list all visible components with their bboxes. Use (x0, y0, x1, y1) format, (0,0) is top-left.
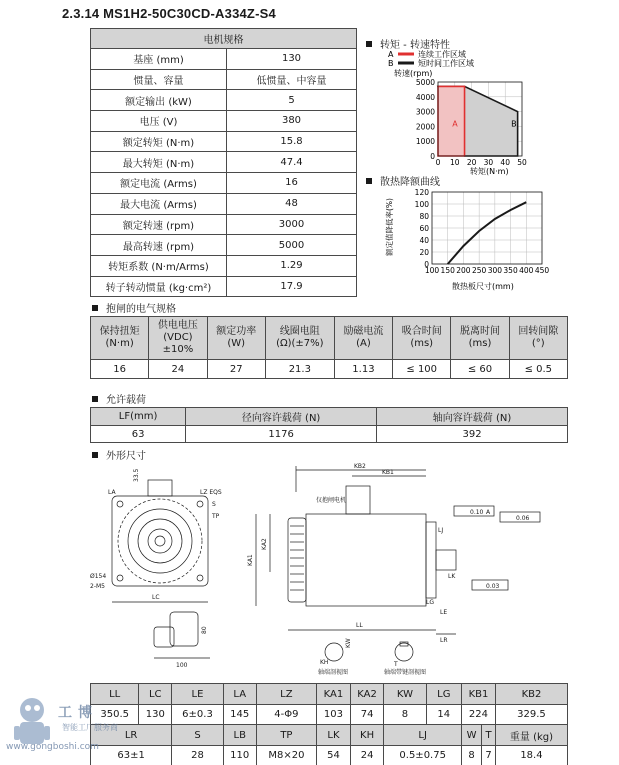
dims-value-lj: 0.5±0.75 (384, 746, 462, 765)
derating-ylabel: 额定值降低率(%) (385, 198, 394, 256)
torque-speed-chart (380, 48, 580, 178)
label-le: LE (440, 609, 448, 616)
spec-value: 16 (227, 173, 357, 194)
watermark-brand: 工博 (58, 705, 98, 721)
flange-side (426, 522, 436, 598)
connector-plug (154, 627, 174, 647)
dims-header-kb1: KB1 (462, 684, 496, 705)
motor-body (306, 514, 426, 606)
spec-label: 惯量、容量 (91, 69, 227, 90)
brake-header-cell: 脱离时间 (ms) (451, 317, 509, 360)
bullet-square-icon (92, 305, 98, 311)
torque-x-tick: 50 (517, 158, 527, 167)
derating-x-tick: 300 (487, 266, 503, 275)
spec-label: 电压 (V) (91, 111, 227, 132)
brake-header-cell: 供电电压 (VDC) ±10% (149, 317, 207, 360)
watermark-subtitle: 智能工厂服务商 (62, 723, 118, 732)
dims-value-ka1: 103 (317, 705, 351, 725)
label-shaft-key-view: 轴端带键剖视图 (384, 669, 427, 676)
derating-y-tick: 60 (419, 224, 429, 233)
label-kh: KH (320, 659, 329, 666)
dims-value-w: 8 (462, 746, 482, 765)
label-tp: TP (212, 513, 220, 520)
dims-header-lz: LZ (256, 684, 317, 705)
keyway (400, 642, 408, 646)
dims-header-kb2: KB2 (495, 684, 567, 705)
spec-label: 最高转速 (rpm) (91, 235, 227, 256)
housing-circle (128, 509, 192, 573)
label-ka1: KA1 (247, 554, 254, 566)
flange-outline (112, 496, 208, 586)
legend-label-a: 连续工作区域 (418, 50, 466, 59)
spec-value: 5000 (227, 235, 357, 256)
torque-y-tick: 3000 (415, 107, 435, 117)
region-b-label: B (511, 119, 517, 129)
label-80: 80 (201, 626, 208, 634)
motor-spec-table (90, 28, 357, 297)
torque-y-tick: 1000 (415, 137, 435, 147)
dims-header-lj: LJ (384, 725, 462, 746)
rear-cover (288, 518, 306, 602)
spec-row (91, 69, 357, 90)
spec-value: 1.29 (227, 255, 357, 276)
brake-value-cell: 21.3 (265, 360, 334, 379)
spec-row (91, 173, 357, 194)
dims-value-kb2: 329.5 (495, 705, 567, 725)
dims-value-la: 145 (223, 705, 256, 725)
page-title: 2.3.14 MS1H2-50C30CD-A334Z-S4 (62, 6, 276, 21)
dims-header-ll: LL (91, 684, 139, 705)
dims-header-tp: TP (256, 725, 317, 746)
derating-y-tick: 20 (419, 248, 429, 257)
dims-value-t: 7 (482, 746, 496, 765)
label-la: LA (108, 489, 116, 496)
spec-label: 转矩系数 (N·m/Arms) (91, 255, 227, 276)
spec-label: 转子转动惯量 (kg·cm²) (91, 276, 227, 297)
brake-value-cell: 1.13 (334, 360, 392, 379)
dims-value-le: 6±0.3 (172, 705, 224, 725)
derating-y-tick: 40 (419, 236, 429, 245)
load-value-cell: 1176 (186, 426, 377, 443)
bullet-square-icon (366, 178, 372, 184)
load-header-cell: 径向容许载荷 (N) (186, 408, 377, 426)
spec-row (91, 49, 357, 70)
side-view (256, 466, 540, 661)
spec-label: 基座 (mm) (91, 49, 227, 70)
pitch-circle (118, 499, 202, 583)
bullet-square-icon (366, 41, 372, 47)
label-t: T (394, 661, 398, 668)
label-lk: LK (448, 573, 456, 580)
brake-header-cell: 额定功率 (W) (207, 317, 265, 360)
brake-value-cell: 24 (149, 360, 207, 379)
brake-value-cell: ≤ 0.5 (509, 360, 567, 379)
label-lg: LG (426, 599, 434, 606)
dims-value-kb1: 224 (462, 705, 496, 725)
connector-top (148, 480, 172, 496)
region-a-label: A (452, 119, 458, 129)
dims-value-kw: 8 (384, 705, 426, 725)
derating-x-tick: 350 (503, 266, 518, 275)
spec-table-header: 电机规格 (91, 29, 357, 49)
label-lc: LC (152, 594, 160, 601)
derating-xlabel: 散热板尺寸(mm) (452, 282, 514, 291)
label-ka2: KA2 (261, 538, 268, 550)
dims-header-kw: KW (384, 684, 426, 705)
spec-label: 额定输出 (kW) (91, 90, 227, 111)
label-33-5: 33.5 (133, 468, 140, 482)
label-tol2: 0.06 (516, 515, 530, 522)
dims-value-weight: 18.4 (495, 746, 567, 765)
dims-value-s: 28 (172, 746, 224, 765)
torque-x-tick: 10 (450, 158, 460, 167)
region-a-area (438, 86, 465, 156)
label-only-brake: 仅抱闸电机 (316, 497, 347, 504)
spec-value: 130 (227, 49, 357, 70)
brake-header-cell: 保持扭矩 (N·m) (91, 317, 149, 360)
power-connector (346, 486, 370, 514)
label-lj: LJ (438, 527, 444, 534)
shaft-center (155, 536, 165, 546)
dims-value-lg: 14 (426, 705, 461, 725)
watermark-url: www.gongboshi.com (6, 742, 99, 752)
label-ll: LL (356, 622, 363, 629)
outline-section-title: 外形尺寸 (106, 451, 146, 462)
spec-row (91, 276, 357, 297)
spec-row (91, 214, 357, 235)
torque-y-tick: 4000 (415, 92, 435, 102)
label-tol1: 0.10 (470, 509, 484, 516)
derating-x-tick: 250 (471, 266, 487, 275)
brake-value-cell: 27 (207, 360, 265, 379)
torque-xlabel: 转矩(N·m) (470, 167, 509, 176)
mount-hole-3 (117, 575, 123, 581)
label-lr: LR (440, 637, 448, 644)
spec-row (91, 255, 357, 276)
torque-section-title: 转矩 - 转速特性 (380, 40, 450, 51)
label-s: S (212, 501, 216, 508)
torque-y-tick: 0 (430, 152, 435, 161)
output-shaft (436, 550, 456, 570)
torque-ylabel: 转速(rpm) (394, 69, 433, 78)
spec-row (91, 235, 357, 256)
torque-x-tick: 30 (483, 158, 494, 167)
label-tol3: 0.03 (486, 583, 500, 590)
derating-y-tick: 0 (424, 260, 429, 269)
dims-header-lb: LB (223, 725, 256, 746)
legend-key-a: A (388, 50, 394, 59)
derating-chart (380, 184, 580, 294)
label-m5: 2-M5 (90, 583, 105, 590)
spec-label: 额定转矩 (N·m) (91, 131, 227, 152)
spec-row (91, 193, 357, 214)
dims-header-weight: 重量 (kg) (495, 725, 567, 746)
label-d154: Ø154 (90, 573, 107, 580)
brake-header-cell: 吸合时间 (ms) (393, 317, 451, 360)
bullet-square-icon (92, 396, 98, 402)
torque-x-tick: 20 (466, 158, 477, 167)
dims-value-lc: 130 (139, 705, 172, 725)
spec-label: 最大转矩 (N·m) (91, 152, 227, 173)
connector-elbow (154, 612, 210, 658)
dims-header-lc: LC (139, 684, 172, 705)
derating-section-title: 散热降额曲线 (380, 177, 440, 188)
allowable-load-table (90, 407, 568, 443)
load-header-cell: 轴向容许载荷 (N) (377, 408, 568, 426)
dims-header-w: W (462, 725, 482, 746)
shaft-circle (148, 529, 172, 553)
brake-section-heading (92, 300, 176, 315)
dims-value-lz: 4-Φ9 (256, 705, 317, 725)
torque-x-tick: 40 (500, 158, 510, 167)
outline-drawing (90, 462, 568, 680)
derating-curve (448, 202, 527, 264)
mount-hole-4 (197, 575, 203, 581)
derating-x-tick: 400 (519, 266, 534, 275)
spec-value: 15.8 (227, 131, 357, 152)
dims-header-ka1: KA1 (317, 684, 351, 705)
fin-lines (290, 526, 304, 590)
torque-y-tick: 2000 (415, 122, 435, 132)
brake-value-cell: 16 (91, 360, 149, 379)
dims-header-lr: LR (91, 725, 172, 746)
spec-row (91, 111, 357, 132)
derating-x-tick: 450 (534, 266, 550, 275)
dims-value-tp: M8×20 (256, 746, 317, 765)
spec-label: 额定转速 (rpm) (91, 214, 227, 235)
legend-key-b: B (388, 59, 394, 68)
load-section-heading (92, 391, 146, 406)
spec-value: 低惯量、中容量 (227, 69, 357, 90)
load-value-cell: 392 (377, 426, 568, 443)
derating-y-tick: 100 (414, 200, 429, 209)
bullet-square-icon (92, 452, 98, 458)
dims-header-le: LE (172, 684, 224, 705)
brake-spec-table (90, 316, 568, 379)
dims-value-ka2: 74 (350, 705, 384, 725)
dims-header-t: T (482, 725, 496, 746)
derating-x-tick: 100 (424, 266, 440, 275)
dims-header-ka2: KA2 (350, 684, 384, 705)
outline-section-heading (92, 447, 146, 462)
derating-x-tick: 200 (456, 266, 471, 275)
dims-header-la: LA (223, 684, 256, 705)
dims-value-ll: 350.5 (91, 705, 139, 725)
front-view (112, 480, 208, 602)
derating-y-tick: 80 (419, 212, 429, 221)
brake-value-cell: ≤ 60 (451, 360, 509, 379)
legend-label-b: 短时间工作区域 (418, 59, 474, 68)
dims-value-lk: 54 (317, 746, 351, 765)
spec-row (91, 90, 357, 111)
spec-value: 47.4 (227, 152, 357, 173)
torque-y-tick: 5000 (415, 78, 435, 87)
label-kw: KW (345, 638, 352, 648)
spec-label: 最大电流 (Arms) (91, 193, 227, 214)
derating-x-tick: 150 (440, 266, 455, 275)
dimensions-table (90, 683, 568, 765)
spec-value: 17.9 (227, 276, 357, 297)
torque-x-tick: 0 (435, 158, 441, 167)
derating-y-tick: 120 (414, 188, 429, 197)
brake-value-cell: ≤ 100 (393, 360, 451, 379)
dims-header-kh: KH (350, 725, 384, 746)
brake-header-cell: 回转间隙 (°) (509, 317, 567, 360)
dims-value-lr: 63±1 (91, 746, 172, 765)
brake-header-cell: 励磁电流 (A) (334, 317, 392, 360)
label-kb2: KB2 (354, 463, 366, 470)
load-section-title: 允许载荷 (106, 395, 146, 406)
brake-header-cell: 线圈电阻 (Ω)(±7%) (265, 317, 334, 360)
dims-header-s: S (172, 725, 224, 746)
label-kb1: KB1 (382, 469, 394, 476)
spec-row (91, 131, 357, 152)
pilot-circle (138, 519, 182, 563)
spec-row (91, 152, 357, 173)
spec-label: 额定电流 (Arms) (91, 173, 227, 194)
label-lz: LZ EQS (200, 489, 222, 496)
dims-header-lk: LK (317, 725, 351, 746)
load-header-cell: LF(mm) (91, 408, 186, 426)
label-ref-a: A (486, 509, 491, 516)
dims-value-lb: 110 (223, 746, 256, 765)
mount-hole-1 (117, 501, 123, 507)
spec-value: 5 (227, 90, 357, 111)
load-value-cell: 63 (91, 426, 186, 443)
label-100: 100 (176, 662, 188, 669)
dims-value-kh: 24 (350, 746, 384, 765)
brake-section-title: 抱闸的电气规格 (106, 304, 176, 315)
spec-value: 380 (227, 111, 357, 132)
spec-value: 48 (227, 193, 357, 214)
dims-header-lg: LG (426, 684, 461, 705)
spec-value: 3000 (227, 214, 357, 235)
label-shaft-view: 轴端剖视图 (318, 669, 349, 676)
mount-hole-2 (197, 501, 203, 507)
